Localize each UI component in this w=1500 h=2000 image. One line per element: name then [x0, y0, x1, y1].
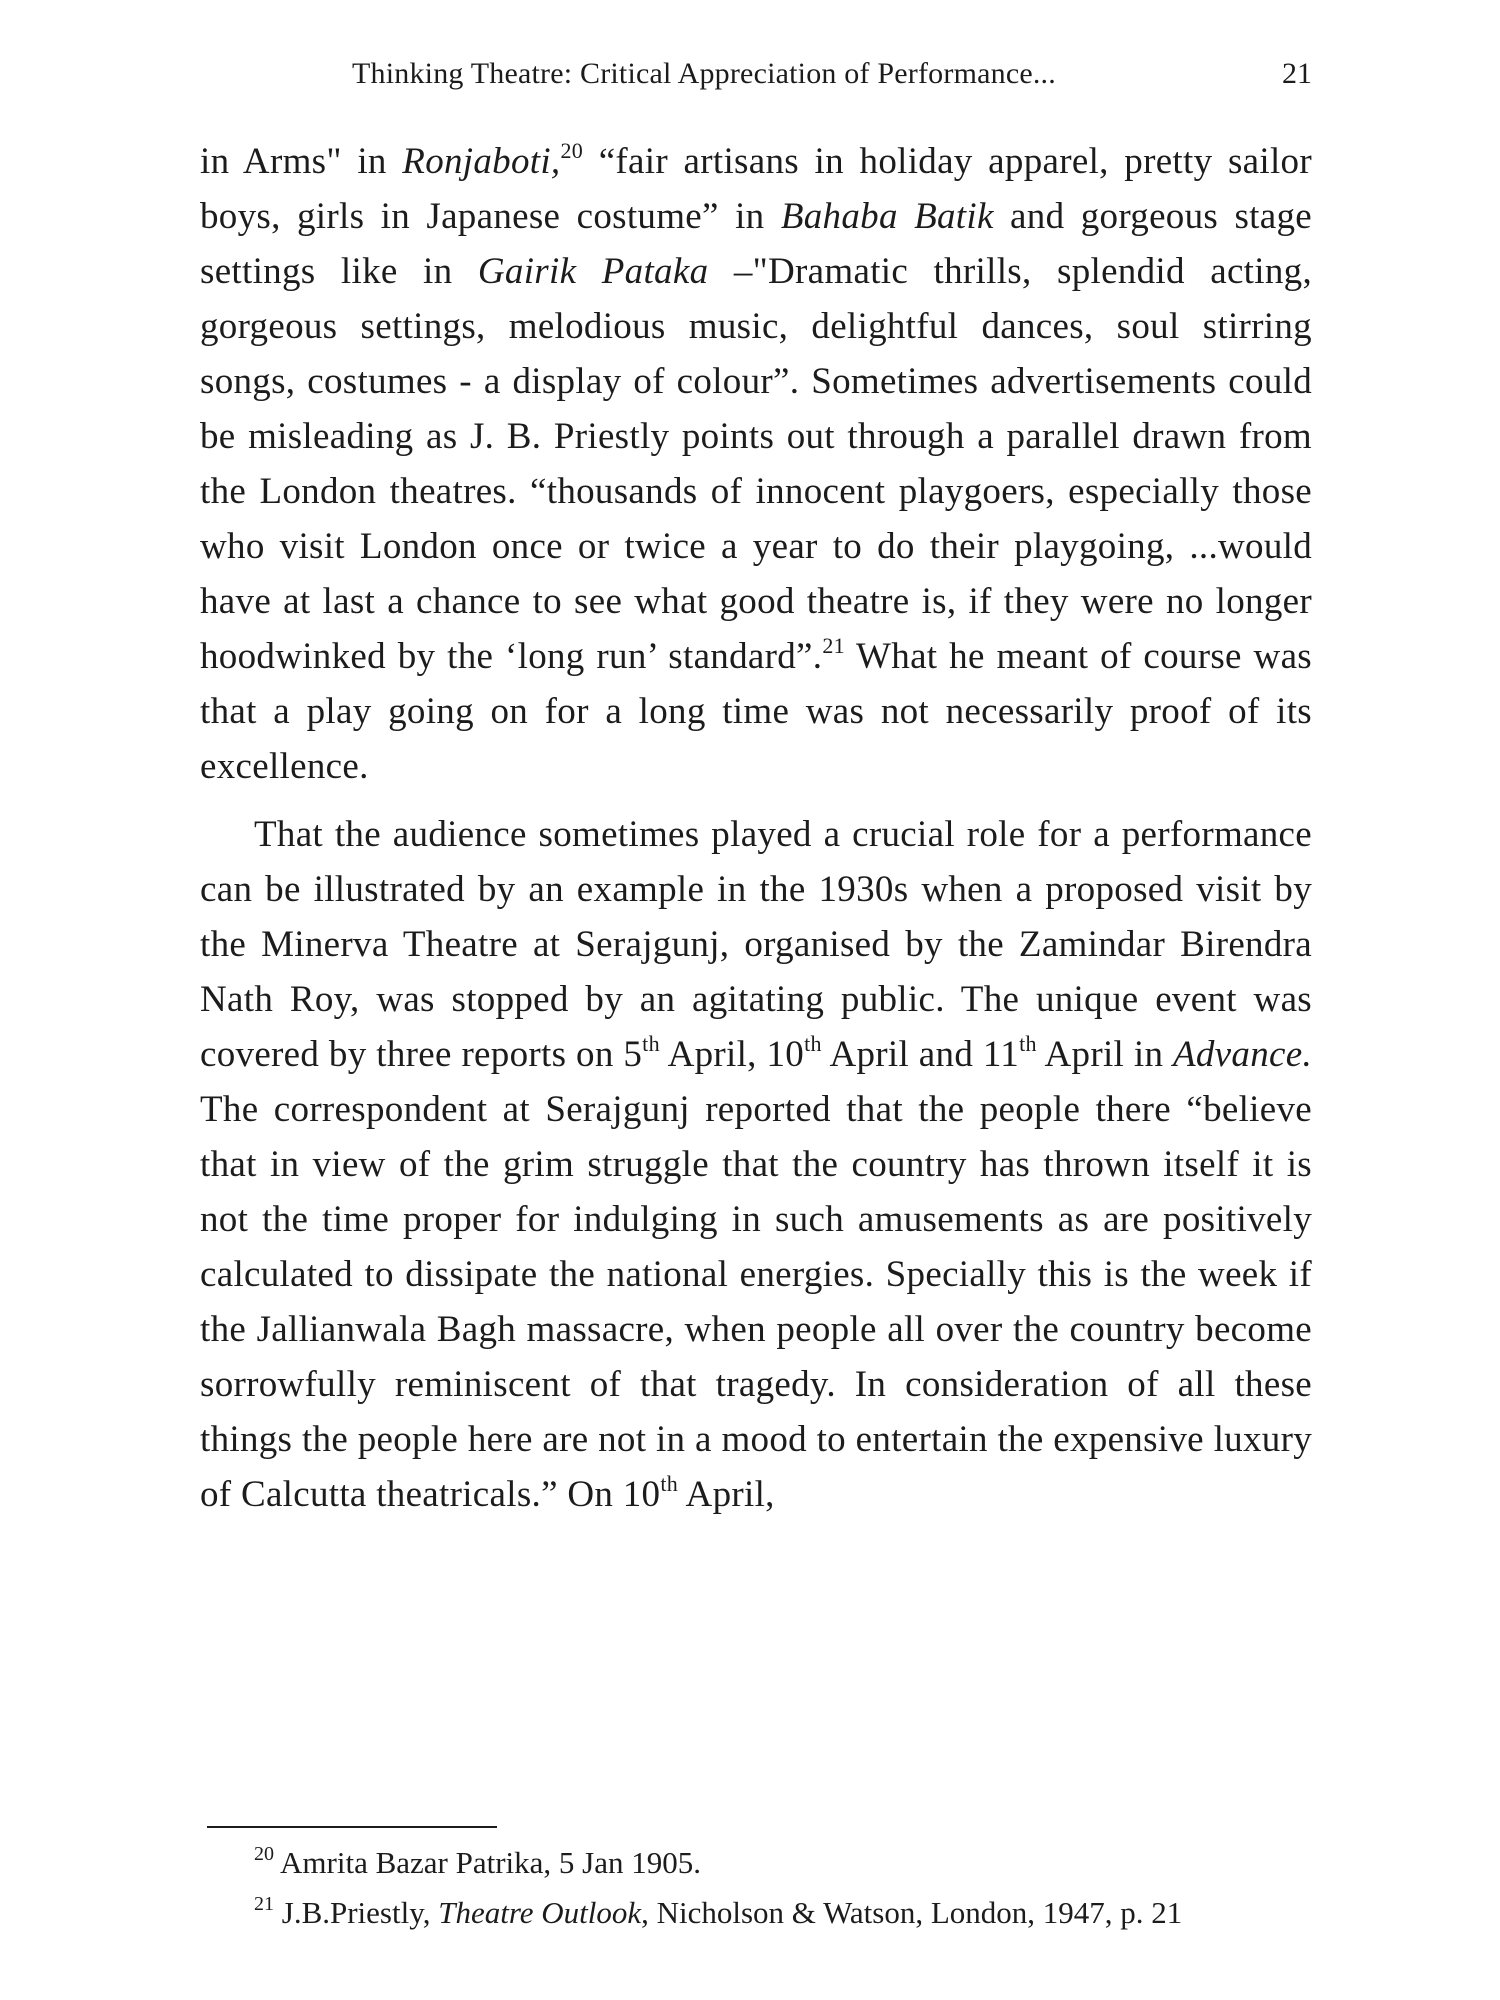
- text-run: April and 11: [821, 1034, 1020, 1075]
- running-head: [352, 52, 1312, 96]
- ordinal-suffix: th: [642, 1031, 660, 1056]
- ordinal-suffix: th: [804, 1031, 822, 1056]
- paragraph-2: [200, 807, 1312, 1522]
- text-run: What he meant of course was that a play going on for a long time was not necessarily proof of its excellence.: [200, 636, 1312, 787]
- text-run: April in: [1036, 1034, 1173, 1075]
- footnote-text: Amrita Bazar Patrika, 5 Jan 1905.: [274, 1845, 702, 1880]
- footnote-20: [200, 1838, 1312, 1888]
- footnote-ref-20: 20: [560, 138, 584, 163]
- text-run: “fair artisans in holiday apparel, pretty sailor boys, girls in Japanese costume” in: [200, 141, 1312, 237]
- text-run: The correspondent at Serajgunj reported that the people there “believe that in view of the grim struggle that the country has thrown itself it is not the time proper for indulging in such amusements as are positively calculated to dissipate the national energies. Specially this is the week if the Jallianwala Bagh massacre, when people all over the country become sorrowfully reminiscent of that tragedy. In consideration of all these things the people here are not in a mood to entertain the expensive luxury of Calcutta theatricals.” On 10: [200, 1089, 1312, 1515]
- text-run: April,: [678, 1474, 775, 1515]
- text-run: That the audience sometimes played a crucial role for a performance can be illustrated by an example in the 1930s when a proposed visit by the Minerva Theatre at Serajgunj, organised by the Zamindar Birendra Nath Roy, was stopped by an agitating public. The unique event was covered by three reports on 5: [200, 814, 1312, 1075]
- ordinal-suffix: th: [660, 1471, 679, 1496]
- text-run: April, 10: [659, 1034, 805, 1075]
- footnote-text: , Nicholson & Watson, London, 1947, p. 21: [641, 1895, 1183, 1930]
- italic-title-ronjaboti: Ronjaboti,: [402, 141, 561, 182]
- italic-title-theatre-outlook: Theatre Outlook: [438, 1895, 642, 1930]
- footnote-divider: [207, 1826, 497, 1828]
- footnote-marker: 21: [254, 1893, 274, 1915]
- text-run: in Arms" in: [200, 141, 403, 182]
- italic-title-bahaba-batik: Bahaba Batik: [780, 196, 994, 237]
- italic-title-advance: Advance.: [1172, 1034, 1313, 1075]
- footnote-ref-21: 21: [822, 633, 845, 658]
- page-number: 21: [1282, 57, 1312, 90]
- ordinal-suffix: th: [1019, 1031, 1037, 1056]
- body-text: [200, 134, 1312, 1522]
- paragraph-1: [200, 134, 1312, 794]
- running-head-title: Thinking Theatre: Critical Appreciation of Performance...: [352, 57, 1056, 90]
- footnote-marker: 20: [254, 1843, 274, 1865]
- footnotes: [200, 1838, 1312, 1938]
- text-run: and gorgeous stage settings like in: [200, 196, 1312, 292]
- italic-title-gairik-pataka: Gairik Pataka: [477, 251, 709, 292]
- footnote-21: [200, 1888, 1312, 1938]
- footnote-text: J.B.Priestly,: [274, 1895, 439, 1930]
- text-run: –"Dramatic thrills, splendid acting, gorgeous settings, melodious music, delightful dances, soul stirring songs, costumes - a display of colour”. Sometimes advertisements could be misleading as J. B. Priestly points out through a parallel drawn from the London theatres. “thousands of innocent playgoers, especially those who visit London once or twice a year to do their playgoing, ...would have at last a chance to see what good theatre is, if they were no longer hoodwinked by the ‘long run’ standard”.: [200, 251, 1312, 677]
